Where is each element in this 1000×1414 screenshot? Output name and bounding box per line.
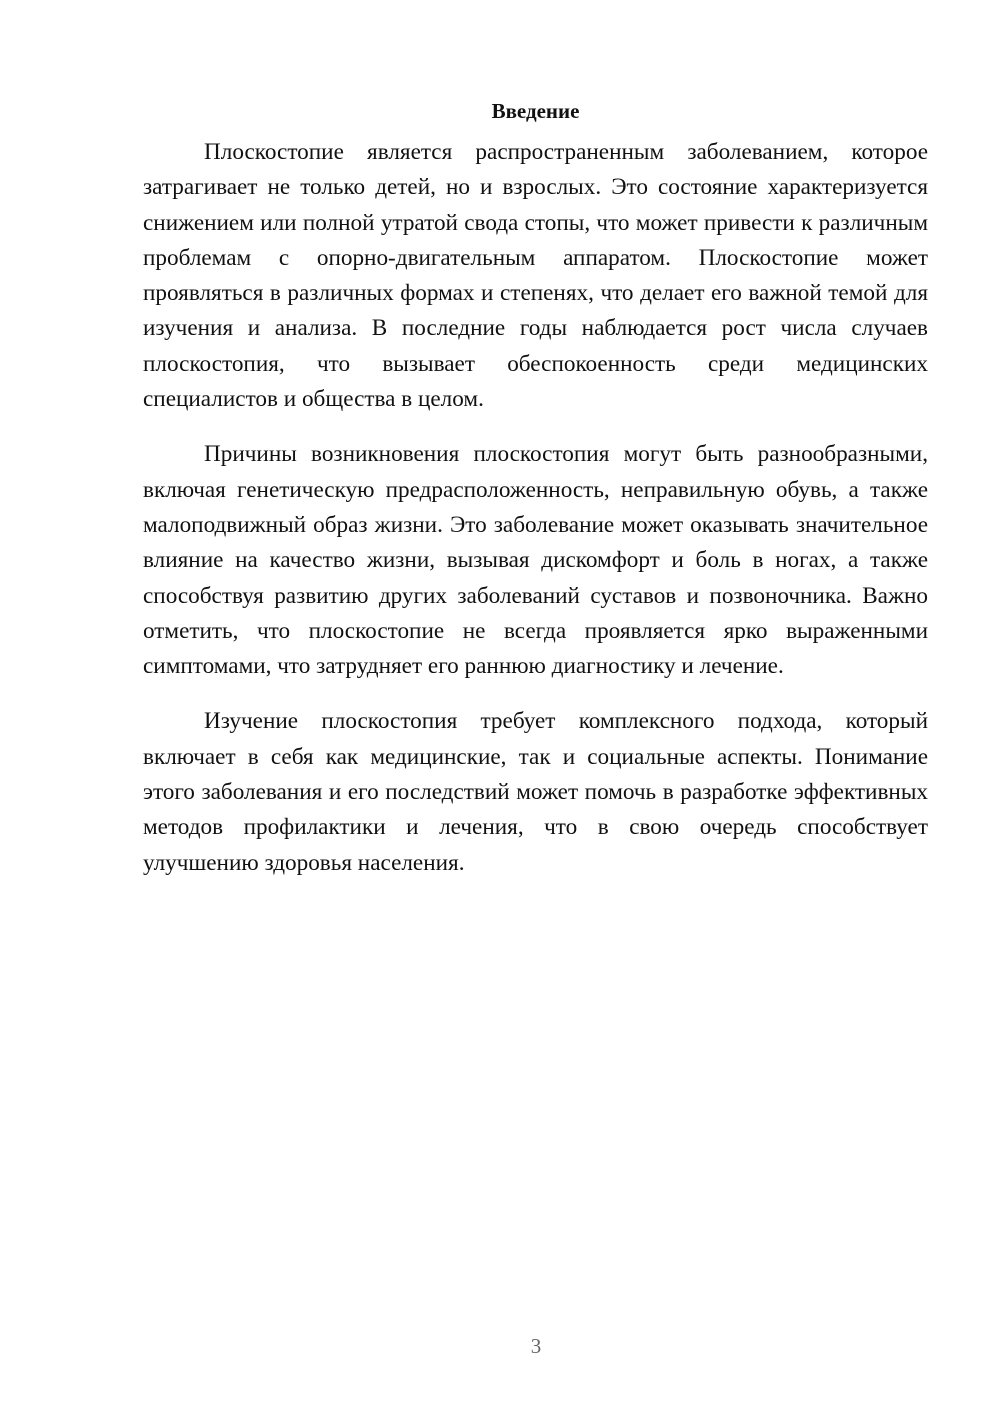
page-content	[143, 96, 928, 881]
paragraph-2: Причины возникновения плоскостопия могут быть разнообразными, включая генетическую предрасположенность, неправильную обувь, а также малоподвижный образ жизни. Это заболевание может оказывать значительное влияние на качество жизни, вызывая дискомфорт и боль в ногах, а также способствуя развитию других заболеваний суставов и позвоночника. Важно отметить, что плоскостопие не всегда проявляется ярко выраженными симптомами, что затрудняет его раннюю диагностику и лечение.	[143, 441, 928, 680]
page-number: 3	[530, 1334, 542, 1358]
paragraph-3: Изучение плоскостопия требует комплексного подхода, который включает в себя как медицинские, так и социальные аспекты. Понимание этого заболевания и его последствий может помочь в разработке эффективных методов профилактики и лечения, что в свою очередь способствует улучшению здоровья населения.	[143, 708, 928, 876]
paragraph-1: Плоскостопие является распространенным заболеванием, которое затрагивает не только детей, но и взрослых. Это состояние характеризуется снижением или полной утратой свода стопы, что может привести к различным проблемам с опорно-двигательным аппаратом. Плоскостопие может проявляться в различных формах и степенях, что делает его важной темой для изучения и анализа. В последние годы наблюдается рост числа случаев плоскостопия, что вызывает обеспокоенность среди медицинских специалистов и общества в целом.	[143, 139, 928, 413]
section-heading: Введение	[491, 99, 580, 123]
